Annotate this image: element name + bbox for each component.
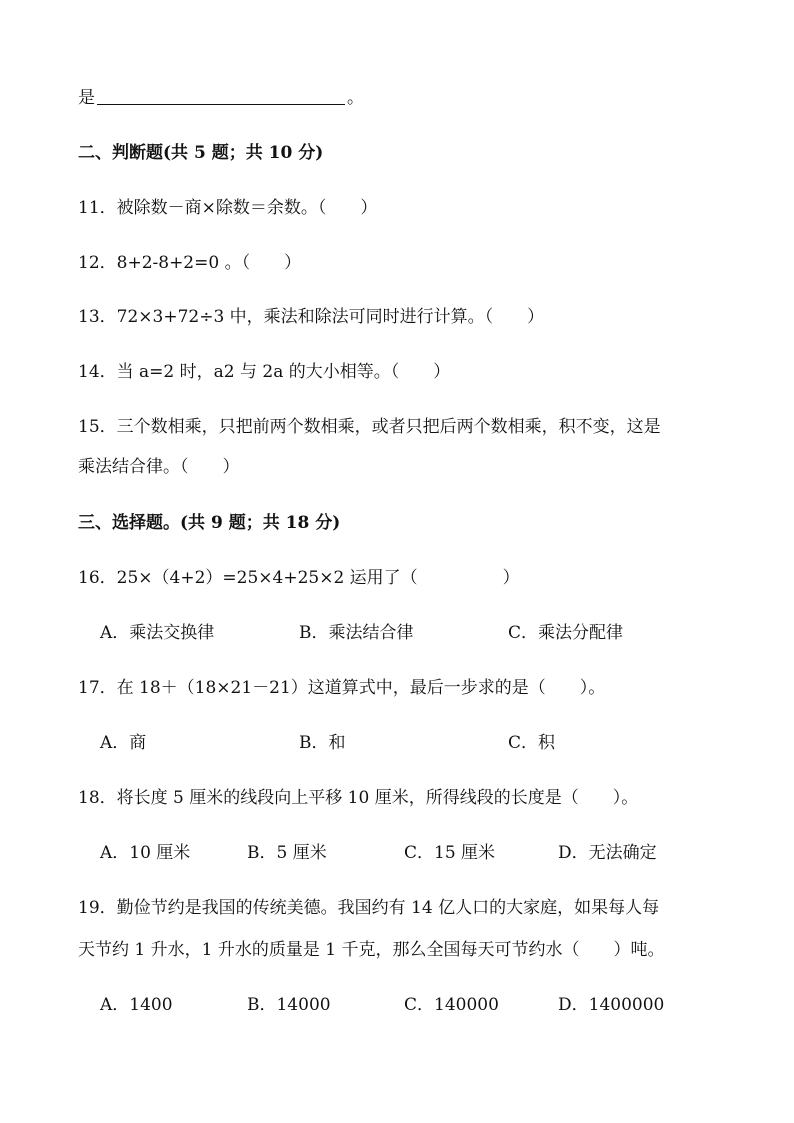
fill-suffix: 。 — [347, 88, 364, 108]
question-17-option-a[interactable]: A．商 — [100, 733, 147, 753]
question-11: 11．被除数－商×除数＝余数。（ ） — [78, 198, 378, 218]
question-18-option-a[interactable]: A．10 厘米 — [100, 843, 191, 863]
question-19-option-b[interactable]: B．14000 — [247, 995, 331, 1015]
question-19-option-a[interactable]: A．1400 — [100, 995, 173, 1015]
question-15-line-2: 乘法结合律。（ ） — [78, 457, 240, 477]
section-heading-true-false: 二、判断题(共 5 题；共 10 分) — [78, 143, 324, 163]
question-17-option-b[interactable]: B．和 — [299, 733, 346, 753]
question-18: 18．将长度 5 厘米的线段向上平移 10 厘米，所得线段的长度是（ ）。 — [78, 788, 639, 808]
question-18-option-d[interactable]: D．无法确定 — [558, 843, 657, 863]
answer-blank[interactable] — [97, 86, 345, 105]
question-19-line-1: 19．勤俭节约是我国的传统美德。我国约有 14 亿人口的大家庭，如果每人每 — [78, 898, 660, 918]
question-18-option-b[interactable]: B．5 厘米 — [247, 843, 327, 863]
question-16-option-a[interactable]: A．乘法交换律 — [100, 623, 215, 643]
question-13: 13．72×3+72÷3 中，乘法和除法可同时进行计算。（ ） — [78, 307, 545, 327]
question-10-tail — [78, 86, 364, 110]
question-14: 14．当 a=2 时，a2 与 2a 的大小相等。（ ） — [78, 362, 451, 382]
question-12: 12．8+2-8+2=0 。（ ） — [78, 253, 302, 273]
question-16-option-c[interactable]: C．乘法分配律 — [508, 623, 624, 643]
question-16: 16．25×（4+2）=25×4+25×2 运用了（ ） — [78, 568, 520, 588]
fill-prefix: 是 — [78, 88, 95, 108]
question-19-option-d[interactable]: D．1400000 — [558, 995, 665, 1015]
question-17-option-c[interactable]: C．积 — [508, 733, 556, 753]
question-19-option-c[interactable]: C．140000 — [404, 995, 499, 1015]
question-15-line-1: 15．三个数相乘，只把前两个数相乘，或者只把后两个数相乘，积不变，这是 — [78, 417, 661, 437]
question-16-option-b[interactable]: B．乘法结合律 — [299, 623, 414, 643]
question-18-option-c[interactable]: C．15 厘米 — [404, 843, 496, 863]
question-17: 17．在 18＋（18×21－21）这道算式中，最后一步求的是（ ）。 — [78, 678, 606, 698]
section-heading-multiple-choice: 三、选择题。(共 9 题；共 18 分) — [78, 513, 341, 533]
question-19-line-2: 天节约 1 升水，1 升水的质量是 1 千克，那么全国每天可节约水（ ）吨。 — [78, 940, 665, 960]
